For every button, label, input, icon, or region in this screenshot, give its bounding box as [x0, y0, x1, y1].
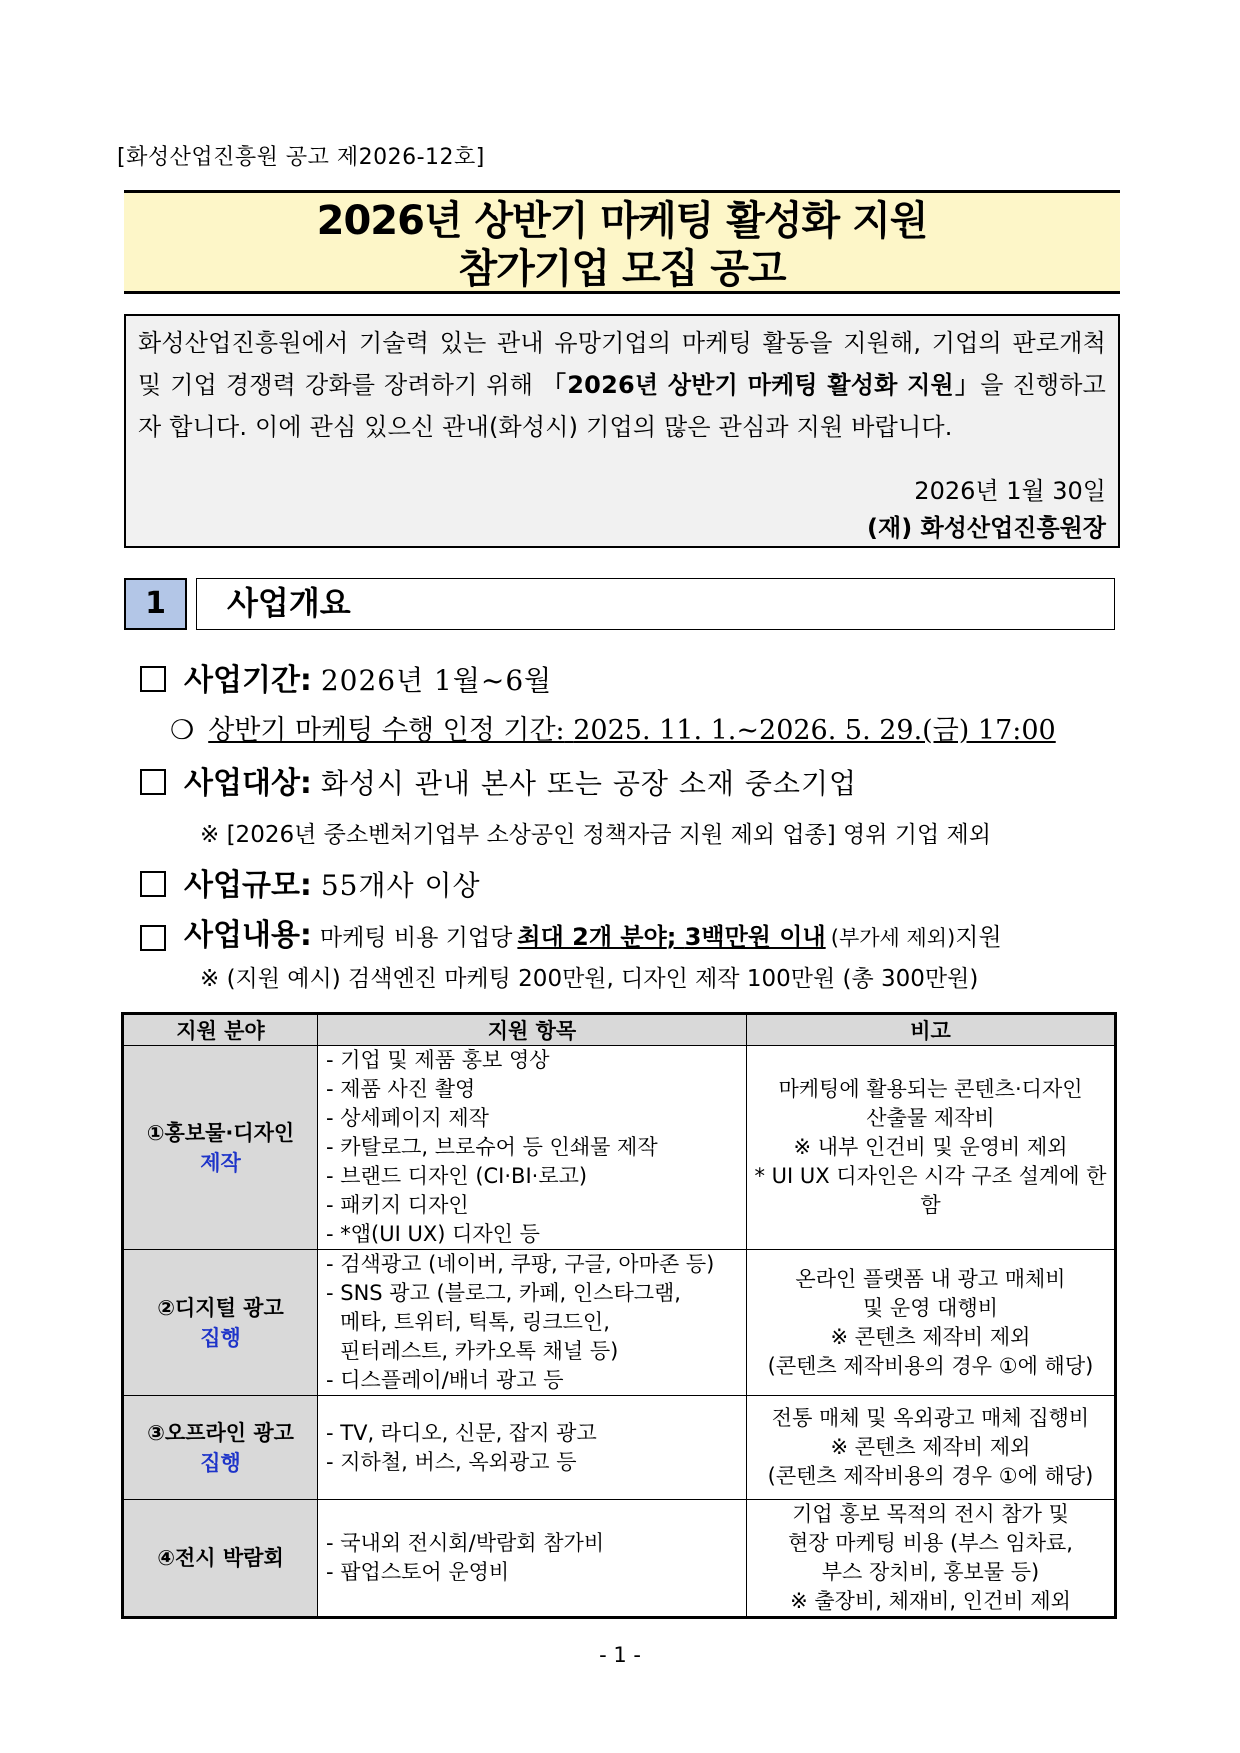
list-item: - 검색광고 (네이버, 쿠팡, 구글, 아마존 등): [326, 1252, 715, 1276]
period-label: 사업기간:: [184, 663, 312, 698]
category-name: ④전시 박람회: [157, 1546, 284, 1570]
page-number: - 1 -: [599, 1643, 641, 1667]
note-cell: [747, 1250, 1116, 1396]
note-line: 마케팅에 활용되는 콘텐츠·디자인: [778, 1077, 1083, 1101]
list-item: - 팝업스토어 운영비: [326, 1560, 510, 1584]
scale-label: 사업규모:: [184, 868, 312, 903]
content-label: 사업내용:: [184, 918, 312, 953]
section-title: 사업개요: [196, 578, 1115, 630]
support-table: [121, 1012, 1117, 1619]
table-header: 지원 항목: [318, 1014, 747, 1046]
target-label: 사업대상:: [184, 766, 312, 801]
content-text-amount: 3백만원 이내: [684, 923, 826, 951]
category-cell: [123, 1046, 318, 1250]
checkbox-square-icon: [140, 769, 166, 795]
items-cell: [318, 1250, 747, 1396]
content-text-max-fields: 최대 2개 분야: [517, 923, 667, 951]
title-line-1: 2026년 상반기 마케팅 활성화 지원: [316, 198, 928, 244]
note-line: ※ 콘텐츠 제작비 제외: [830, 1435, 1031, 1459]
note-line: 산출물 제작비: [866, 1106, 995, 1130]
list-item: - 브랜드 디자인 (CI·BI·로고): [326, 1164, 588, 1188]
list-item: - 기업 및 제품 홍보 영상: [326, 1048, 550, 1072]
list-item: - 패키지 디자인: [326, 1193, 469, 1217]
table-header: 비고: [747, 1014, 1116, 1046]
note-line: 기업 홍보 목적의 전시 참가 및: [792, 1502, 1069, 1526]
table-row: [123, 1250, 1116, 1396]
note-line: ※ 출장비, 체재비, 인건비 제외: [790, 1589, 1071, 1613]
items-cell: [318, 1500, 747, 1618]
note-line: * UI UX 디자인은 시각 구조 설계에 한함: [754, 1164, 1107, 1217]
category-name: ③오프라인 광고: [147, 1420, 294, 1445]
category-cell: [123, 1396, 318, 1500]
list-item: 메타, 트위터, 틱톡, 링크드인,: [340, 1310, 610, 1334]
title-line-2: 참가기업 모집 공고: [458, 246, 786, 292]
note-line: 부스 장치비, 홍보물 등): [821, 1560, 1040, 1584]
circle-bullet-icon: ❍: [170, 715, 195, 746]
category-type: 집행: [200, 1450, 241, 1475]
list-item: - 국내외 전시회/박람회 참가비: [326, 1531, 605, 1555]
checkbox-square-icon: [140, 666, 166, 692]
scale-value: 55개사 이상: [320, 869, 481, 902]
list-item: - *앱(UI UX) 디자인 등: [326, 1222, 540, 1246]
note-line: 온라인 플랫폼 내 광고 매체비: [795, 1266, 1066, 1291]
period-sub-prefix: 상반기 마케팅 수행 인정 기간:: [208, 715, 565, 746]
content-text-1: 마케팅 비용 기업당: [319, 925, 513, 951]
items-cell: [318, 1046, 747, 1250]
note-cell: [747, 1396, 1116, 1500]
period-sub-row: [170, 708, 1056, 747]
intro-box: [124, 314, 1120, 548]
category-cell: [123, 1250, 318, 1396]
note-line: (콘텐츠 제작비용의 경우 ①에 해당): [767, 1464, 1094, 1488]
category-name: ①홍보물·디자인: [146, 1120, 295, 1145]
target-note: ※ [2026년 중소벤처기업부 소상공인 정책자금 지원 제외 업종] 영위 기업 제외: [200, 822, 991, 848]
notice-number: [화성산업진흥원 공고 제2026-12호]: [117, 145, 485, 170]
list-item: - 카탈로그, 브로슈어 등 인쇄물 제작: [326, 1135, 658, 1159]
note-line: ※ 콘텐츠 제작비 제외: [830, 1324, 1031, 1349]
list-item: - SNS 광고 (블로그, 카페, 인스타그램,: [326, 1281, 681, 1305]
list-item: - 상세페이지 제작: [326, 1106, 489, 1130]
period-row: [140, 655, 552, 699]
category-type: 집행: [200, 1325, 241, 1350]
table-row: [123, 1500, 1116, 1618]
intro-part-1: 화성산업진흥원에서 기술력 있는 관내 유망기업의 마케팅 활동을 지원해, 기업의 판로개척 및 기업 경쟁력 강화를 장려하기 위해: [138, 329, 1106, 399]
table-row: [123, 1046, 1116, 1250]
table-header-row: [123, 1014, 1116, 1046]
content-text-support: 지원: [955, 923, 1002, 951]
intro-text: [138, 322, 1106, 448]
note-line: 현장 마케팅 비용 (부스 임차료,: [787, 1531, 1073, 1555]
note-line: (콘텐츠 제작비용의 경우 ①에 해당): [767, 1353, 1094, 1378]
checkbox-square-icon: [140, 925, 166, 951]
list-item: - TV, 라디오, 신문, 잡지 광고: [326, 1420, 597, 1445]
table-row: [123, 1396, 1116, 1500]
list-item: - 제품 사진 촬영: [326, 1077, 476, 1101]
category-type: 제작: [200, 1150, 241, 1175]
target-row: [140, 758, 857, 802]
list-item: - 디스플레이/배너 광고 등: [326, 1368, 564, 1392]
checkbox-square-icon: [140, 871, 166, 897]
period-value: 2026년 1월~6월: [320, 664, 553, 697]
content-note: ※ (지원 예시) 검색엔진 마케팅 200만원, 디자인 제작 100만원 (총 300만원): [200, 966, 979, 992]
note-line: 전통 매체 및 옥외광고 매체 집행비: [771, 1406, 1090, 1430]
category-name: ②디지털 광고: [157, 1295, 284, 1320]
intro-date: 2026년 1월 30일: [914, 477, 1106, 505]
content-separator: ;: [666, 923, 685, 951]
title-banner: [124, 190, 1120, 294]
note-cell: [747, 1046, 1116, 1250]
content-text-vat: (부가세 제외): [830, 926, 956, 950]
list-item: - 지하철, 버스, 옥외광고 등: [326, 1449, 577, 1474]
scale-row: [140, 860, 481, 904]
note-line: 및 운영 대행비: [862, 1295, 999, 1320]
list-item: 핀터레스트, 카카오톡 채널 등): [340, 1339, 619, 1363]
category-cell: [123, 1500, 318, 1618]
note-line: ※ 내부 인건비 및 운영비 제외: [793, 1135, 1068, 1159]
items-cell: [318, 1396, 747, 1500]
period-sub-value: 2025. 11. 1.~2026. 5. 29.(금) 17:00: [573, 715, 1056, 746]
content-row: [140, 910, 1002, 954]
table-header: 지원 분야: [123, 1014, 318, 1046]
intro-organization: (재) 화성산업진흥원장: [867, 514, 1106, 542]
intro-program-name: 「2026년 상반기 마케팅 활성화 지원」: [542, 371, 981, 399]
section-number: 1: [124, 578, 187, 630]
intro-part-2: 을 진행하고자 합니다. 이에 관심 있으신 관내(화성시) 기업의 많은 관심과 지원 바랍니다.: [138, 371, 1107, 441]
target-value: 화성시 관내 본사 또는 공장 소재 중소기업: [320, 767, 858, 800]
note-cell: [747, 1500, 1116, 1618]
period-sub-text: [208, 715, 1056, 746]
